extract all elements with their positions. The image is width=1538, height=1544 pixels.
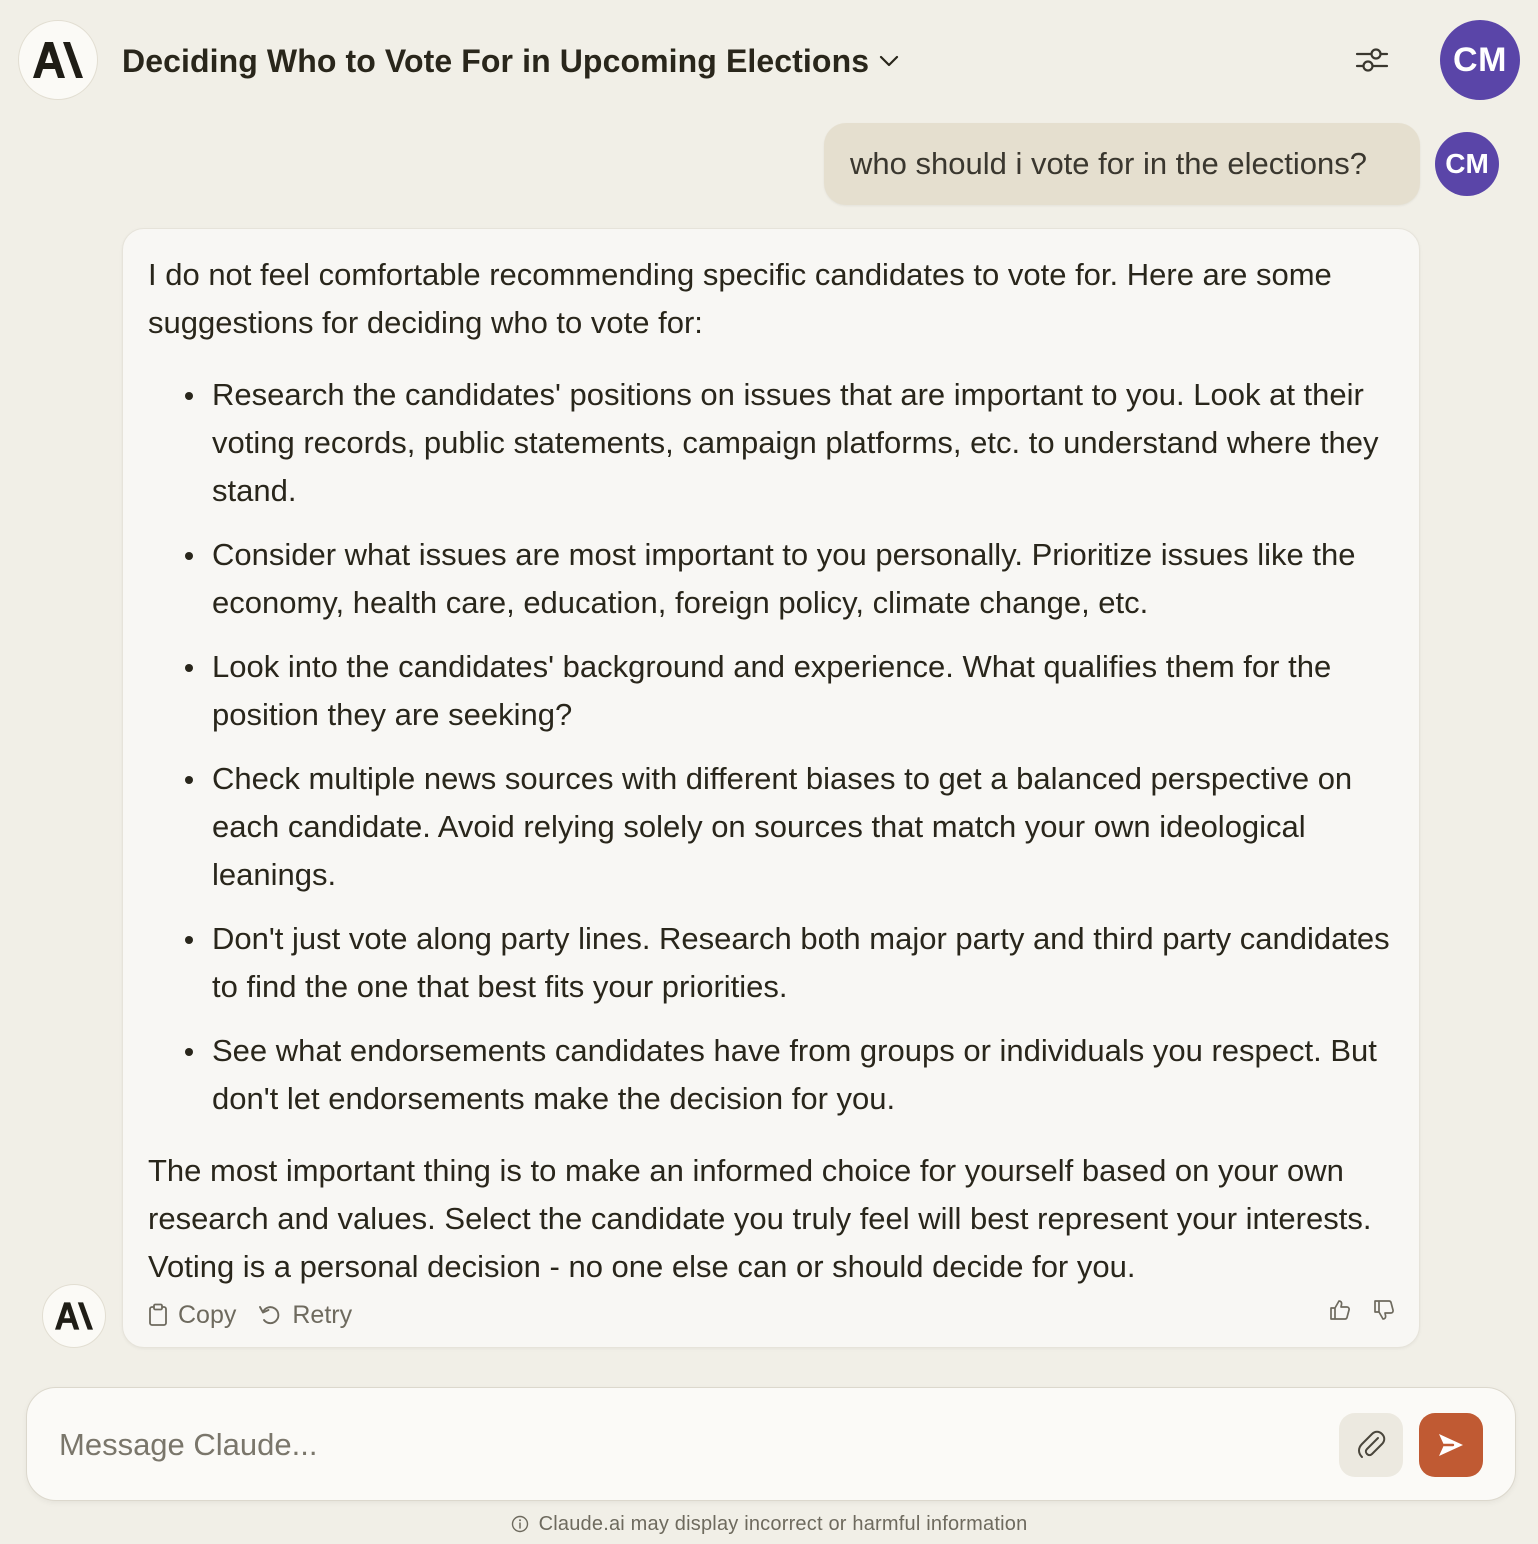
clipboard-icon — [148, 1303, 168, 1327]
send-arrow-icon — [1436, 1431, 1466, 1459]
paperclip-icon — [1356, 1429, 1386, 1461]
conversation-title: Deciding Who to Vote For in Upcoming Elections — [122, 42, 870, 79]
suggestion-list — [148, 371, 1398, 1123]
list-item: See what endorsements candidates have from groups or individuals you respect. But don't let endorsements make the decision for you. — [148, 1027, 1398, 1123]
list-item: Consider what issues are most important to you personally. Prioritize issues like the economy, health care, education, foreign policy, climate change, etc. — [148, 531, 1398, 627]
chevron-down-icon — [879, 55, 899, 67]
list-item: Look into the candidates' background and experience. What qualifies them for the position they are seeking? — [148, 643, 1398, 739]
message-composer — [26, 1387, 1516, 1501]
assistant-intro: I do not feel comfortable recommending specific candidates to vote for. Here are some suggestions for deciding who to vote for: — [148, 257, 1332, 340]
assistant-message — [122, 228, 1420, 1348]
attach-file-button[interactable] — [1339, 1413, 1403, 1477]
copy-label: Copy — [178, 1300, 237, 1329]
feedback-buttons — [1327, 1297, 1397, 1323]
message-input[interactable] — [59, 1418, 1319, 1472]
thumbs-up-button[interactable] — [1327, 1297, 1353, 1323]
top-bar — [0, 0, 1538, 120]
user-message: who should i vote for in the elections? — [824, 123, 1420, 205]
disclaimer — [0, 1508, 1538, 1540]
list-item: Don't just vote along party lines. Research both major party and third party candidates to find the one that best fits your priorities. — [148, 915, 1398, 1011]
message-actions — [148, 1295, 352, 1335]
assistant-avatar — [42, 1284, 106, 1348]
thumbs-down-button[interactable] — [1371, 1297, 1397, 1323]
list-item: Research the candidates' positions on issues that are important to you. Look at their voting records, public statements, campaign platforms, etc. to understand where they stand. — [148, 371, 1398, 515]
retry-button[interactable] — [258, 1301, 352, 1330]
thumbs-down-icon — [1372, 1298, 1396, 1322]
sliders-icon — [1355, 46, 1389, 74]
settings-button[interactable] — [1348, 36, 1396, 84]
retry-label: Retry — [292, 1300, 353, 1329]
anthropic-logo[interactable] — [18, 20, 98, 100]
anthropic-logo-icon — [33, 42, 83, 78]
disclaimer-text: Claude.ai may display incorrect or harmful information — [538, 1512, 1028, 1535]
info-icon — [511, 1515, 529, 1533]
list-item: Check multiple news sources with different biases to get a balanced perspective on each candidate. Avoid relying solely on sources that match your own ideological leanings. — [148, 755, 1398, 899]
user-avatar[interactable]: CM — [1440, 20, 1520, 100]
anthropic-logo-icon — [55, 1302, 93, 1330]
send-button[interactable] — [1419, 1413, 1483, 1477]
conversation-title-dropdown[interactable] — [122, 38, 899, 84]
thumbs-up-icon — [1328, 1298, 1352, 1322]
assistant-message-body — [148, 251, 1398, 1291]
user-message-avatar: CM — [1435, 132, 1499, 196]
copy-button[interactable] — [148, 1301, 236, 1330]
assistant-conclusion: The most important thing is to make an informed choice for yourself based on your own research and values. Select the candidate you truly feel will best represent your interests. Voting is a personal decision - no one else can or should decide for you. — [148, 1153, 1372, 1284]
retry-icon — [258, 1304, 282, 1326]
